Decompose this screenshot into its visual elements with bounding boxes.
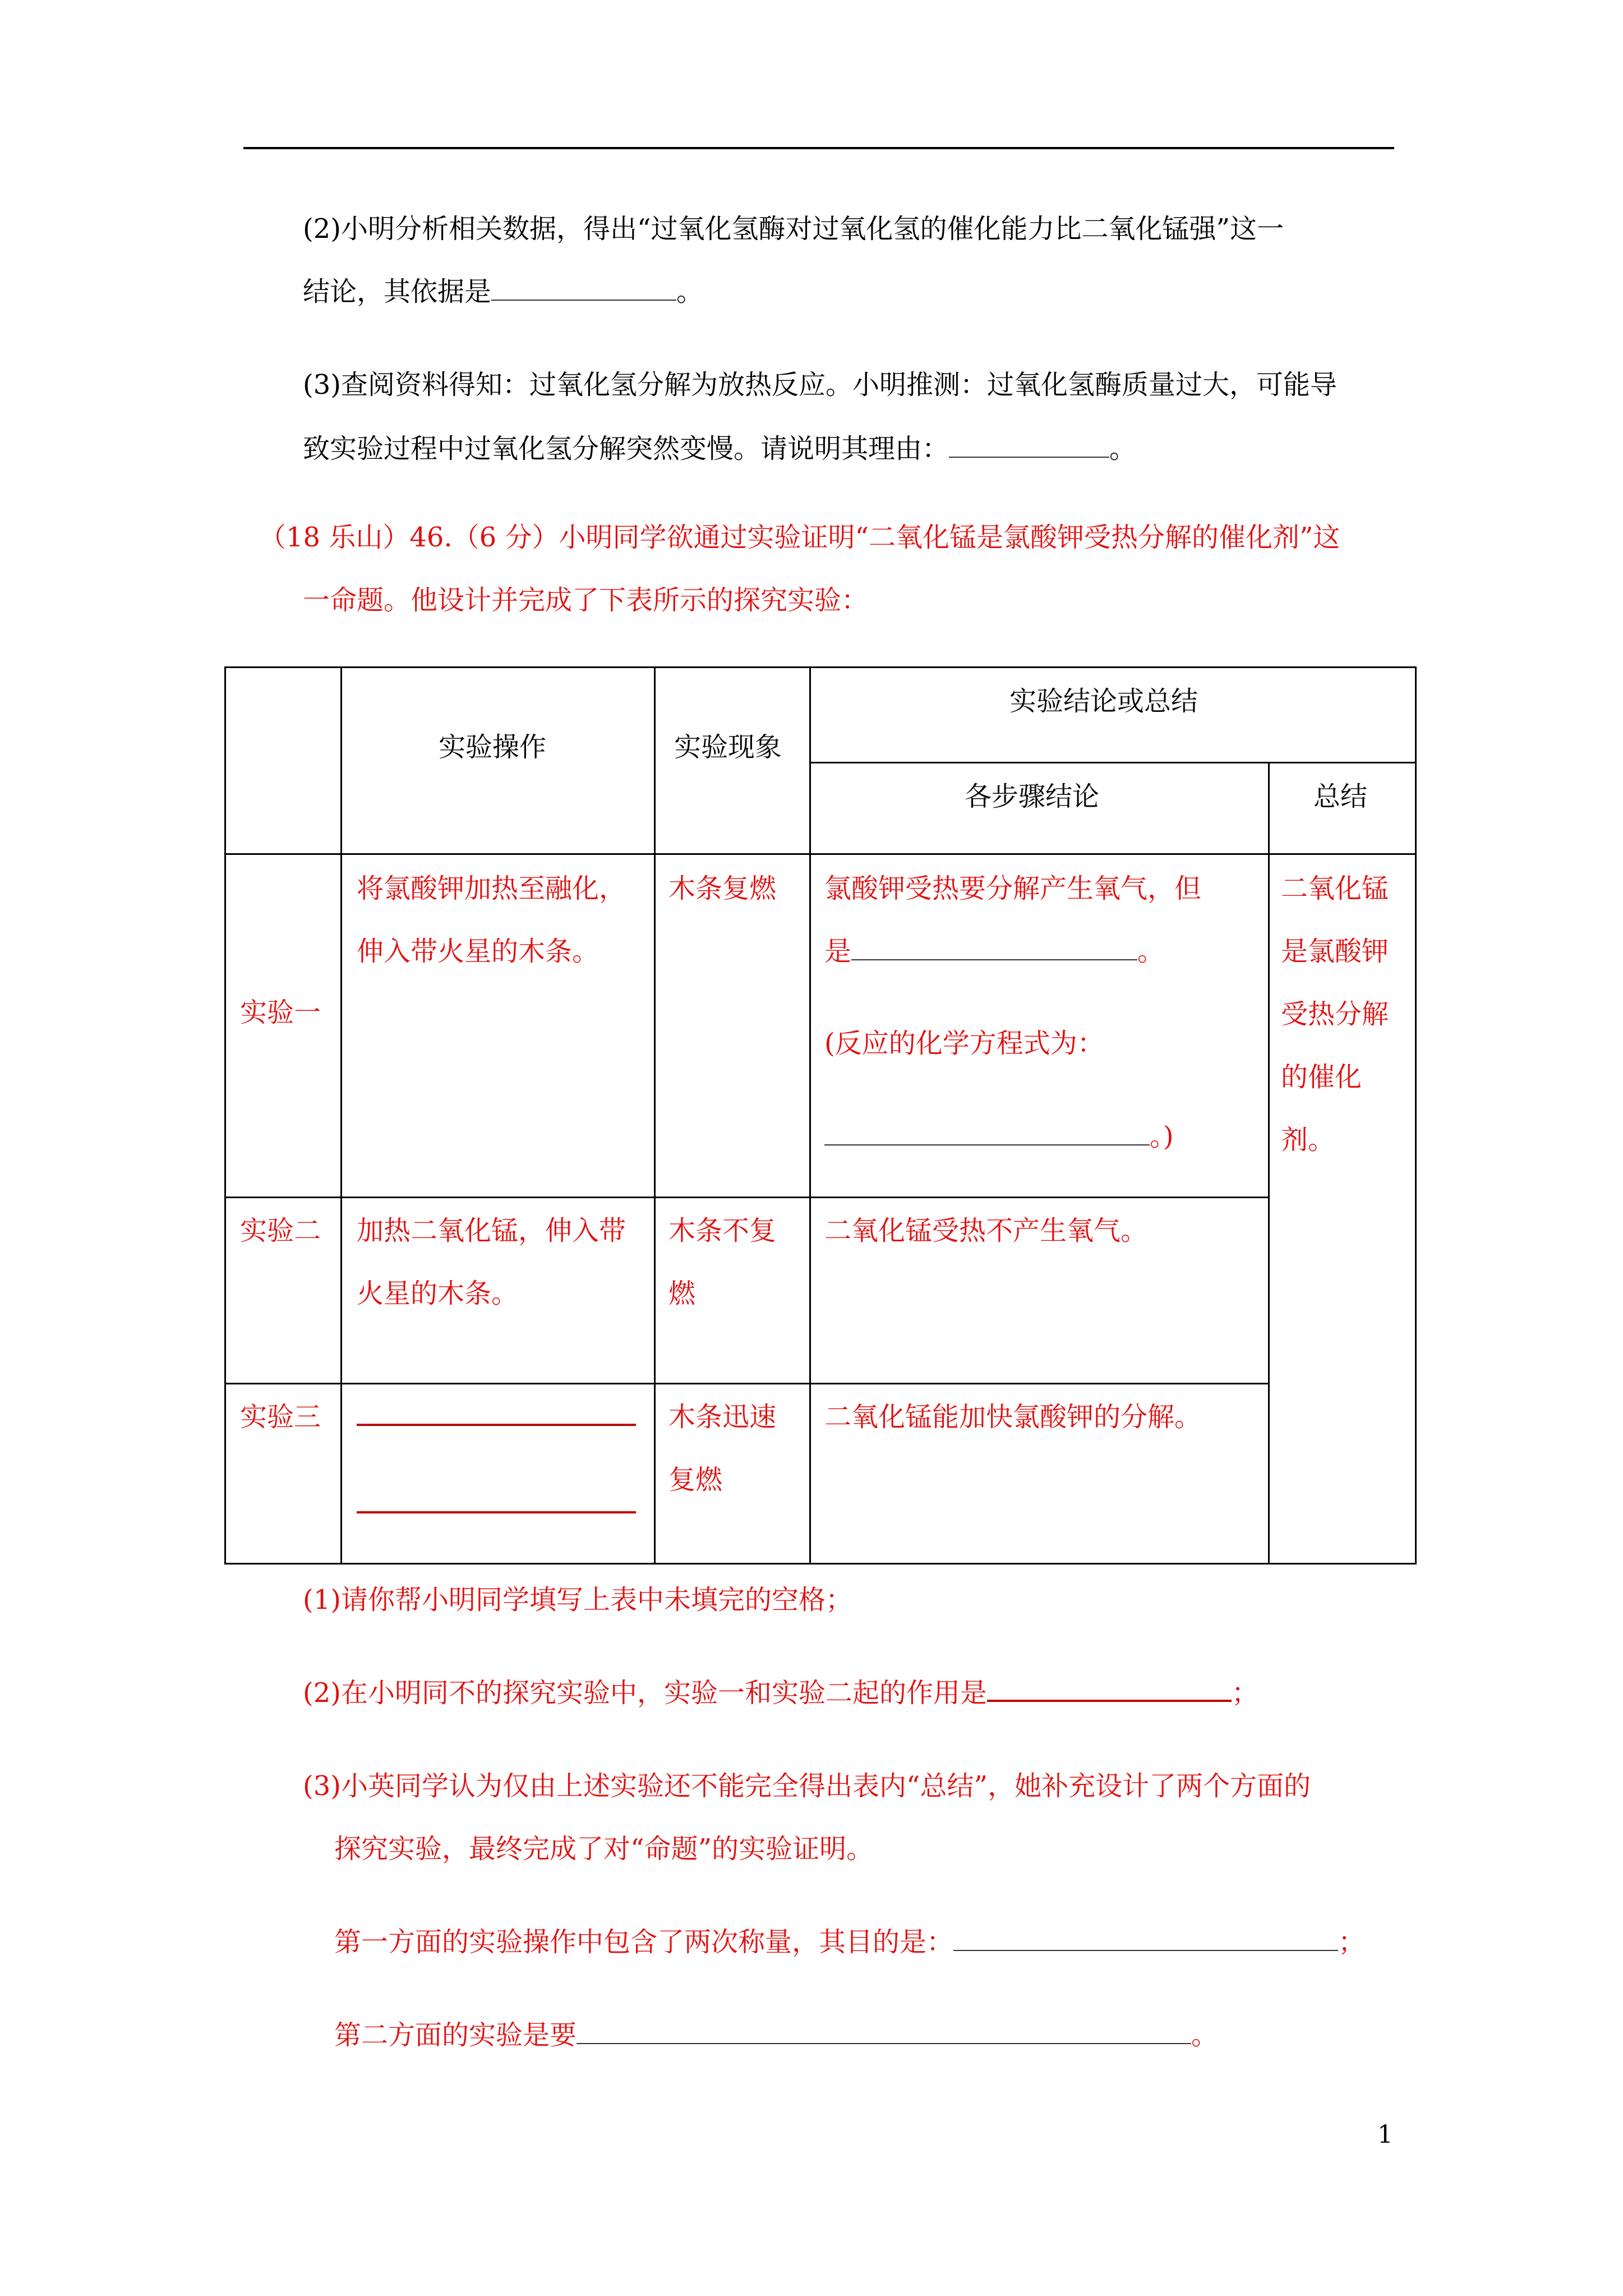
header-operation: 实验操作 (439, 731, 547, 763)
header-conclusion: 实验结论或总结 (1009, 685, 1198, 717)
exp3-operation-line1 (357, 1400, 636, 1434)
sub-question-2 (303, 1676, 1258, 1710)
problem-46-line2: 一命题。他设计并完成了下表所示的探究实验： (303, 585, 869, 616)
table-row-divider (809, 762, 1417, 763)
exp1-operation-line1: 将氯酸钾加热至融化， (357, 873, 626, 904)
sub2-suffix: ； (1232, 1677, 1259, 1709)
exp3-operation-blank2[interactable] (357, 1491, 636, 1513)
q3-line2 (303, 432, 1136, 466)
exp3-conclusion: 二氧化锰能加快氯酸钾的分解。 (824, 1401, 1202, 1433)
exp2-phenomenon-line1: 木条不复 (668, 1215, 777, 1246)
q2-prefix: 结论，其依据是 (303, 276, 492, 307)
page-number: 1 (1377, 2120, 1393, 2149)
exp2-name: 实验二 (240, 1215, 321, 1246)
aspect2-answer-blank[interactable] (577, 2023, 1191, 2044)
exp2-operation-line1: 加热二氧化锰，伸入带 (357, 1215, 626, 1246)
summary-line2: 是氯酸钾 (1281, 936, 1389, 967)
header-summary: 总结 (1313, 781, 1368, 812)
aspect2-prefix: 第二方面的实验是要 (334, 2019, 577, 2051)
exp1-conclusion-suffix: 。 (1137, 936, 1165, 967)
aspect-1 (334, 1925, 1365, 1959)
exp2-phenomenon-line2: 燃 (668, 1278, 696, 1309)
exp3-operation-blank1[interactable] (357, 1404, 636, 1426)
table-col-divider (1268, 762, 1270, 1565)
exp1-operation-line2: 伸入带火星的木条。 (357, 936, 600, 967)
q2-suffix: 。 (676, 276, 704, 307)
table-border-top (224, 666, 1417, 668)
problem-46-line1: （18 乐山）46.（6 分）小明同学欲通过实验证明“二氧化锰是氯酸钾受热分解的催化剂”这 (259, 522, 1340, 553)
summary-line4: 的催化 (1281, 1061, 1362, 1093)
table-row-divider (224, 1197, 1270, 1198)
sub2-prefix: (2)在小明同不的探究实验中，实验一和实验二起的作用是 (303, 1677, 987, 1709)
exp1-equation-blank[interactable] (824, 1124, 1150, 1145)
sub2-answer-blank[interactable] (987, 1680, 1232, 1702)
table-col-divider (340, 666, 342, 1565)
exp3-phenomenon-line1: 木条迅速 (668, 1401, 777, 1433)
exp1-conclusion-line2 (824, 935, 1164, 968)
q2-line2 (303, 275, 703, 309)
exp1-name: 实验一 (240, 997, 321, 1028)
summary-line5: 剂。 (1281, 1124, 1335, 1156)
summary-line1: 二氧化锰 (1281, 873, 1389, 904)
q2-line1: (2)小明分析相关数据，得出“过氧化氢酶对过氧化氢的催化能力比二氧化锰强”这一 (303, 213, 1284, 245)
sub-question-3-line2: 探究实验，最终完成了对“命题”的实验证明。 (334, 1833, 874, 1865)
summary-line3: 受热分解 (1281, 999, 1389, 1030)
exp3-name: 实验三 (240, 1401, 321, 1433)
table-row-divider (224, 853, 1417, 855)
sub-question-3-line1: (3)小英同学认为仅由上述实验还不能完全得出表内“总结”，她补充设计了两个方面的 (303, 1770, 1311, 1802)
exp2-conclusion: 二氧化锰受热不产生氧气。 (824, 1215, 1148, 1246)
exp1-phenomenon: 木条复燃 (668, 873, 777, 904)
exp2-operation-line2: 火星的木条。 (357, 1278, 519, 1309)
aspect1-answer-blank[interactable] (953, 1930, 1338, 1951)
aspect2-suffix: 。 (1191, 2019, 1219, 2051)
exp1-conclusion-line1: 氯酸钾受热要分解产生氧气，但 (824, 873, 1202, 904)
header-rule (243, 147, 1394, 149)
header-phenomenon: 实验现象 (674, 731, 782, 763)
table-col-divider (654, 666, 656, 1565)
exp3-phenomenon-line2: 复燃 (668, 1464, 723, 1496)
exp1-equation-line (824, 1120, 1174, 1153)
aspect1-prefix: 第一方面的实验操作中包含了两次称量，其目的是： (334, 1926, 954, 1958)
header-step-conclusions: 各步骤结论 (965, 781, 1100, 812)
q3-suffix: 。 (1109, 433, 1137, 464)
exp3-operation-line2 (357, 1488, 636, 1521)
exp1-equation-label: (反应的化学方程式为： (824, 1028, 1104, 1059)
table-border-left (224, 666, 226, 1565)
q3-answer-blank[interactable] (949, 436, 1109, 458)
table-border-bottom (224, 1563, 1417, 1565)
table-border-right (1415, 666, 1417, 1565)
exp1-equation-suffix: 。) (1150, 1121, 1174, 1152)
aspect-2 (334, 2018, 1218, 2052)
sub-question-1: (1)请你帮小明同学填写上表中未填完的空格； (303, 1584, 852, 1616)
table-row-divider (224, 1383, 1270, 1384)
exp1-conclusion-blank[interactable] (851, 939, 1137, 960)
q2-answer-blank[interactable] (491, 279, 676, 301)
exp1-conclusion-prefix: 是 (824, 936, 852, 967)
q3-prefix: 致实验过程中过氧化氢分解突然变慢。请说明其理由： (303, 433, 949, 464)
table-col-divider (809, 666, 811, 1565)
aspect1-suffix: ； (1338, 1926, 1366, 1958)
q3-line1: (3)查阅资料得知：过氧化氢分解为放热反应。小明推测：过氧化氢酶质量过大，可能导 (303, 369, 1337, 401)
